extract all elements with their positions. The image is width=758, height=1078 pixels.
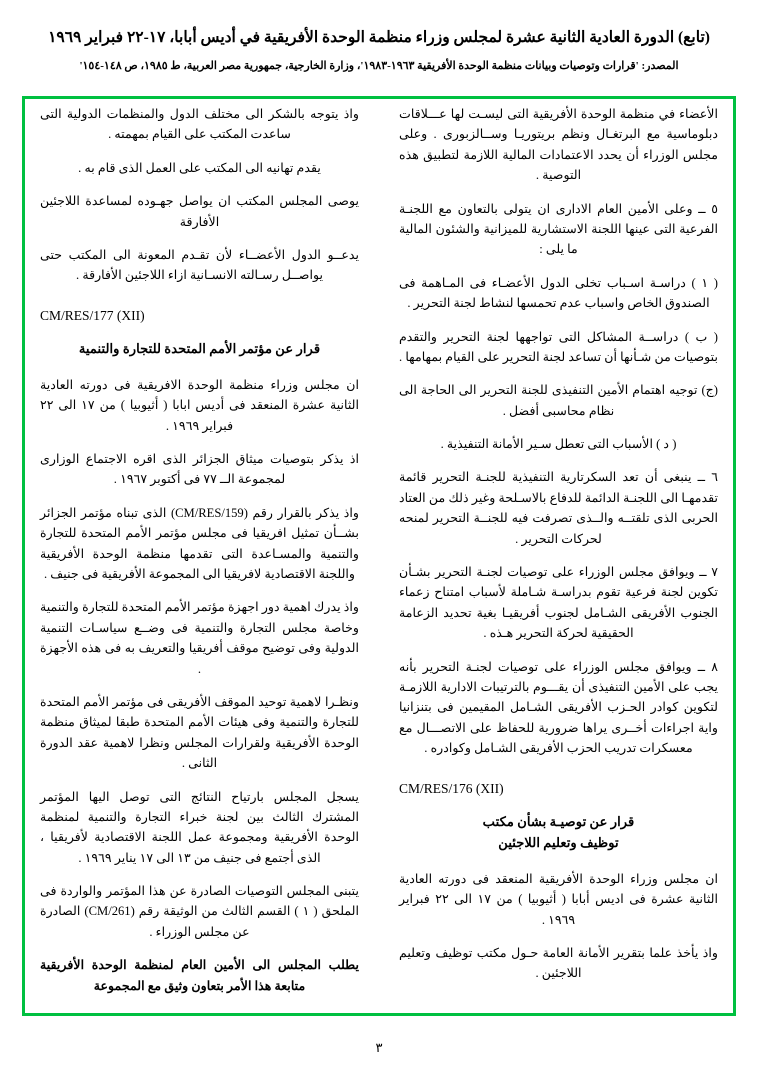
paragraph: واذ يذكر بالقرار رقم (CM/RES/159) الذى تبناه مؤتمر الجزائر بشــأن تمثيل افريقيا فى مجلس مؤتمر الأمم المتحدة للتجارة والتنمية والمسـاعدة التى تقدمها منظمة الوحدة الأفريقية واللجنة الاقتصادية لافريقيا الى المجموعة الأفريقية فى جنيف . [40, 505, 359, 581]
paragraph: ( ب ) دراســة المشاكل التى تواجهها لجنة التحرير والتقدم بتوصيات من شـأنها أن تساعد لجنة التحرير على القيام بمهامها . [399, 329, 718, 364]
resolution-title-line-1: قرار عن توصيـة بشأن مكتب [482, 813, 635, 829]
paragraph: واذ يتوجه بالشكر الى مختلف الدول والمنظمات الدولية التى ساعدت المكتب على القيام بمهمته . [40, 107, 359, 142]
page-number: ٣ [375, 1040, 383, 1055]
paragraph: ٧ ــ ويوافق مجلس الوزراء على توصيات لجنـة التحرير بشـأن تكوين لجنة فرعية تقوم بدراسـة شـاملة لأسباب امتناح زعماء الجنوب الأفريقى الشـامل لجنوب أفريقيـا بغية تحديد الزعامة الحقيقية لحركة التحرير هـذه . [399, 565, 718, 641]
paragraph: يوصى المجلس المكتب ان يواصل جهـوده لمساعدة اللاجئين الأفارقة [40, 194, 359, 229]
paragraph: يتبنى المجلس التوصيات الصادرة عن هذا المؤتمر والواردة فى الملحق ( ١ ) القسم الثالث من الوثيقة رقم (CM/261) الصادرة عن مجلس الوزراء . [40, 884, 359, 939]
paragraph: يقدم تهانيه الى المكتب على العمل الذى قام به . [78, 160, 321, 175]
paragraph: ان مجلس وزراء الوحدة الأفريقية المنعقد فى دورته العادية الثانية عشرة فى اديس أبابا ( أثيوبيا ) من ١٧ الى ٢٢ فبراير ١٩٦٩ . [399, 871, 718, 927]
paragraph: (ج) توجيه اهتمام الأمين التنفيذى للجنة التحرير الى الحاجة الى نظام محاسبى أفضل . [399, 383, 718, 418]
paragraph: ٨ ــ ويوافق مجلس الوزراء على توصيات لجنـة التحرير بأنه يجب على الأمين التنفيذى أن يقـــوم بالترتيبات الادارية اللازمـة لتكوين كوادر الحـزب الأفريقى الشـامل المقيمين فى بتنزانيا واية اجراءات أخــرى يراها ضرورية للحفاظ على الاتصـــال مع معسكرات تدريب الحزب الأفريقى الشـامل وكوادره . [399, 659, 718, 756]
column-right [399, 104, 718, 1008]
paragraph: يسجل المجلس بارتياح النتائج التى توصل اليها المؤتمر المشترك الثالث بين لجنة خبراء التجارة والتنمية لمنظمة الوحدة الأفريقية ومجموعة عمل اللجنة الاقتصادية لأفريقيا ، الذى أجتمع فى جنيف من ١٣ الى ١٧ يناير ١٩٦٩ . [40, 789, 359, 865]
paragraph: ونظـرا لاهمية توحيد الموقف الأفريقى فى مؤتمر الأمم المتحدة للتجارة والتنمية وفى هيئات الأمم المتحدة طبقا لميثاق منظمة الوحدة الأفريقية ولقرارات المجلس ونظرا لاهمية عقد الدورة الثانى . [40, 694, 359, 771]
paragraph: واذ يدرك اهمية دور اجهزة مؤتمر الأمم المتحدة للتجارة والتنمية وخاصة مجلس التجارة والتنمية فى وضــع سياسـات التنمية الدولية وفى توضيح موقف أفريقيا والتعريف به فى هذه الأجهزة . [40, 600, 359, 676]
resolution-code: CM/RES/176 (XII) [399, 780, 504, 796]
two-column-body [40, 104, 718, 1008]
paragraph: ان مجلس وزراء منظمة الوحدة الافريقية فى دورته العادية الثانية عشرة المنعقد فى أديس ابابا ( أثيوبيا ) من ١٧ الى ٢٢ فبراير ١٩٦٩ . [40, 377, 359, 433]
resolution-title: قرار عن مؤتمر الأمم المتحدة للتجارة والتنمية [78, 340, 321, 356]
paragraph: ٦ ــ ينبغى أن تعد السكرتارية التنفيذية للجنـة التحرير قائمة تقدمهـا الى اللجنـة الدائمة للدفاع بالاسـلحة وغير ذلك من العتاد الحربى الذى تلقتــه والــذى تصرفت فيه للجنــة التحرير لمنحه لحركات التحرير . [399, 470, 718, 546]
page-title: (تابع) الدورة العادية الثانية عشرة لمجلس وزراء منظمة الوحدة الأفريقية في أديس أبابا، ١٧-٢٢ فبراير ١٩٦٩ [48, 29, 710, 46]
paragraph: الأعضاء في منظمة الوحدة الأفريقية التى ليسـت لها عـــلاقات دبلوماسية مع البرتغـال ونظم بريتوريـا وســالزبورى . وعلى مجلس الوزراء أن يحدد الاعتمادات المالية اللازمة لتطبيق هذه التوصية . [399, 107, 718, 183]
paragraph: ٥ ــ وعلى الأمين العام الادارى ان يتولى بالتعاون مع اللجنـة الفرعية التى عينها اللجنة الاستشارية للميزانية والشئون المالية ما يلى : [399, 201, 718, 257]
closing-paragraph: يطلب المجلس الى الأمين العام لمنظمة الوحدة الأفريقية متابعة هذا الأمر بتعاون وثيق مع المجموعة [40, 958, 359, 993]
paragraph: يدعــو الدول الأعضــاء لأن تقـدم المعونة الى المكتب حتى يواصــل رسـالته الانسـانية ازاء اللاجئين الأفارقة . [40, 247, 359, 283]
source-note: المصدر: 'قرارات وتوصيات وبيانات منظمة الوحدة الأفريقية ١٩٦٣-١٩٨٣'، وزارة الخارجية، جمهورية مصر العربية، ط ١٩٨٥، ص ١٤٨-١٥٤' [79, 60, 679, 73]
column-left [40, 104, 359, 1008]
paragraph: ( د ) الأسباب التى تعطل سـير الأمانة التنفيذية . [440, 437, 677, 452]
page-header [0, 0, 758, 75]
resolution-code: CM/RES/177 (XII) [40, 307, 145, 323]
resolution-title-line-2: توظيف وتعليم اللاجئين [498, 834, 619, 850]
paragraph: واذ يأخذ علما بتقرير الأمانة العامة حـول مكتب توظيف وتعليم اللاجئين . [399, 945, 718, 981]
paragraph: ( ١ ) دراسـة اسـباب تخلى الدول الأعضـاء فى المـاهمة فى الصندوق الخاص واسباب عدم تحمسها لنشاط لجنة التحرير . [399, 275, 719, 311]
paragraph: اذ يذكر بتوصيات ميثاق الجزائر الذى اقره الاجتماع الوزارى لمجموعة الــ ٧٧ فى أكتوبر ١٩٦٧ . [40, 452, 359, 487]
resolution-title [399, 811, 718, 853]
